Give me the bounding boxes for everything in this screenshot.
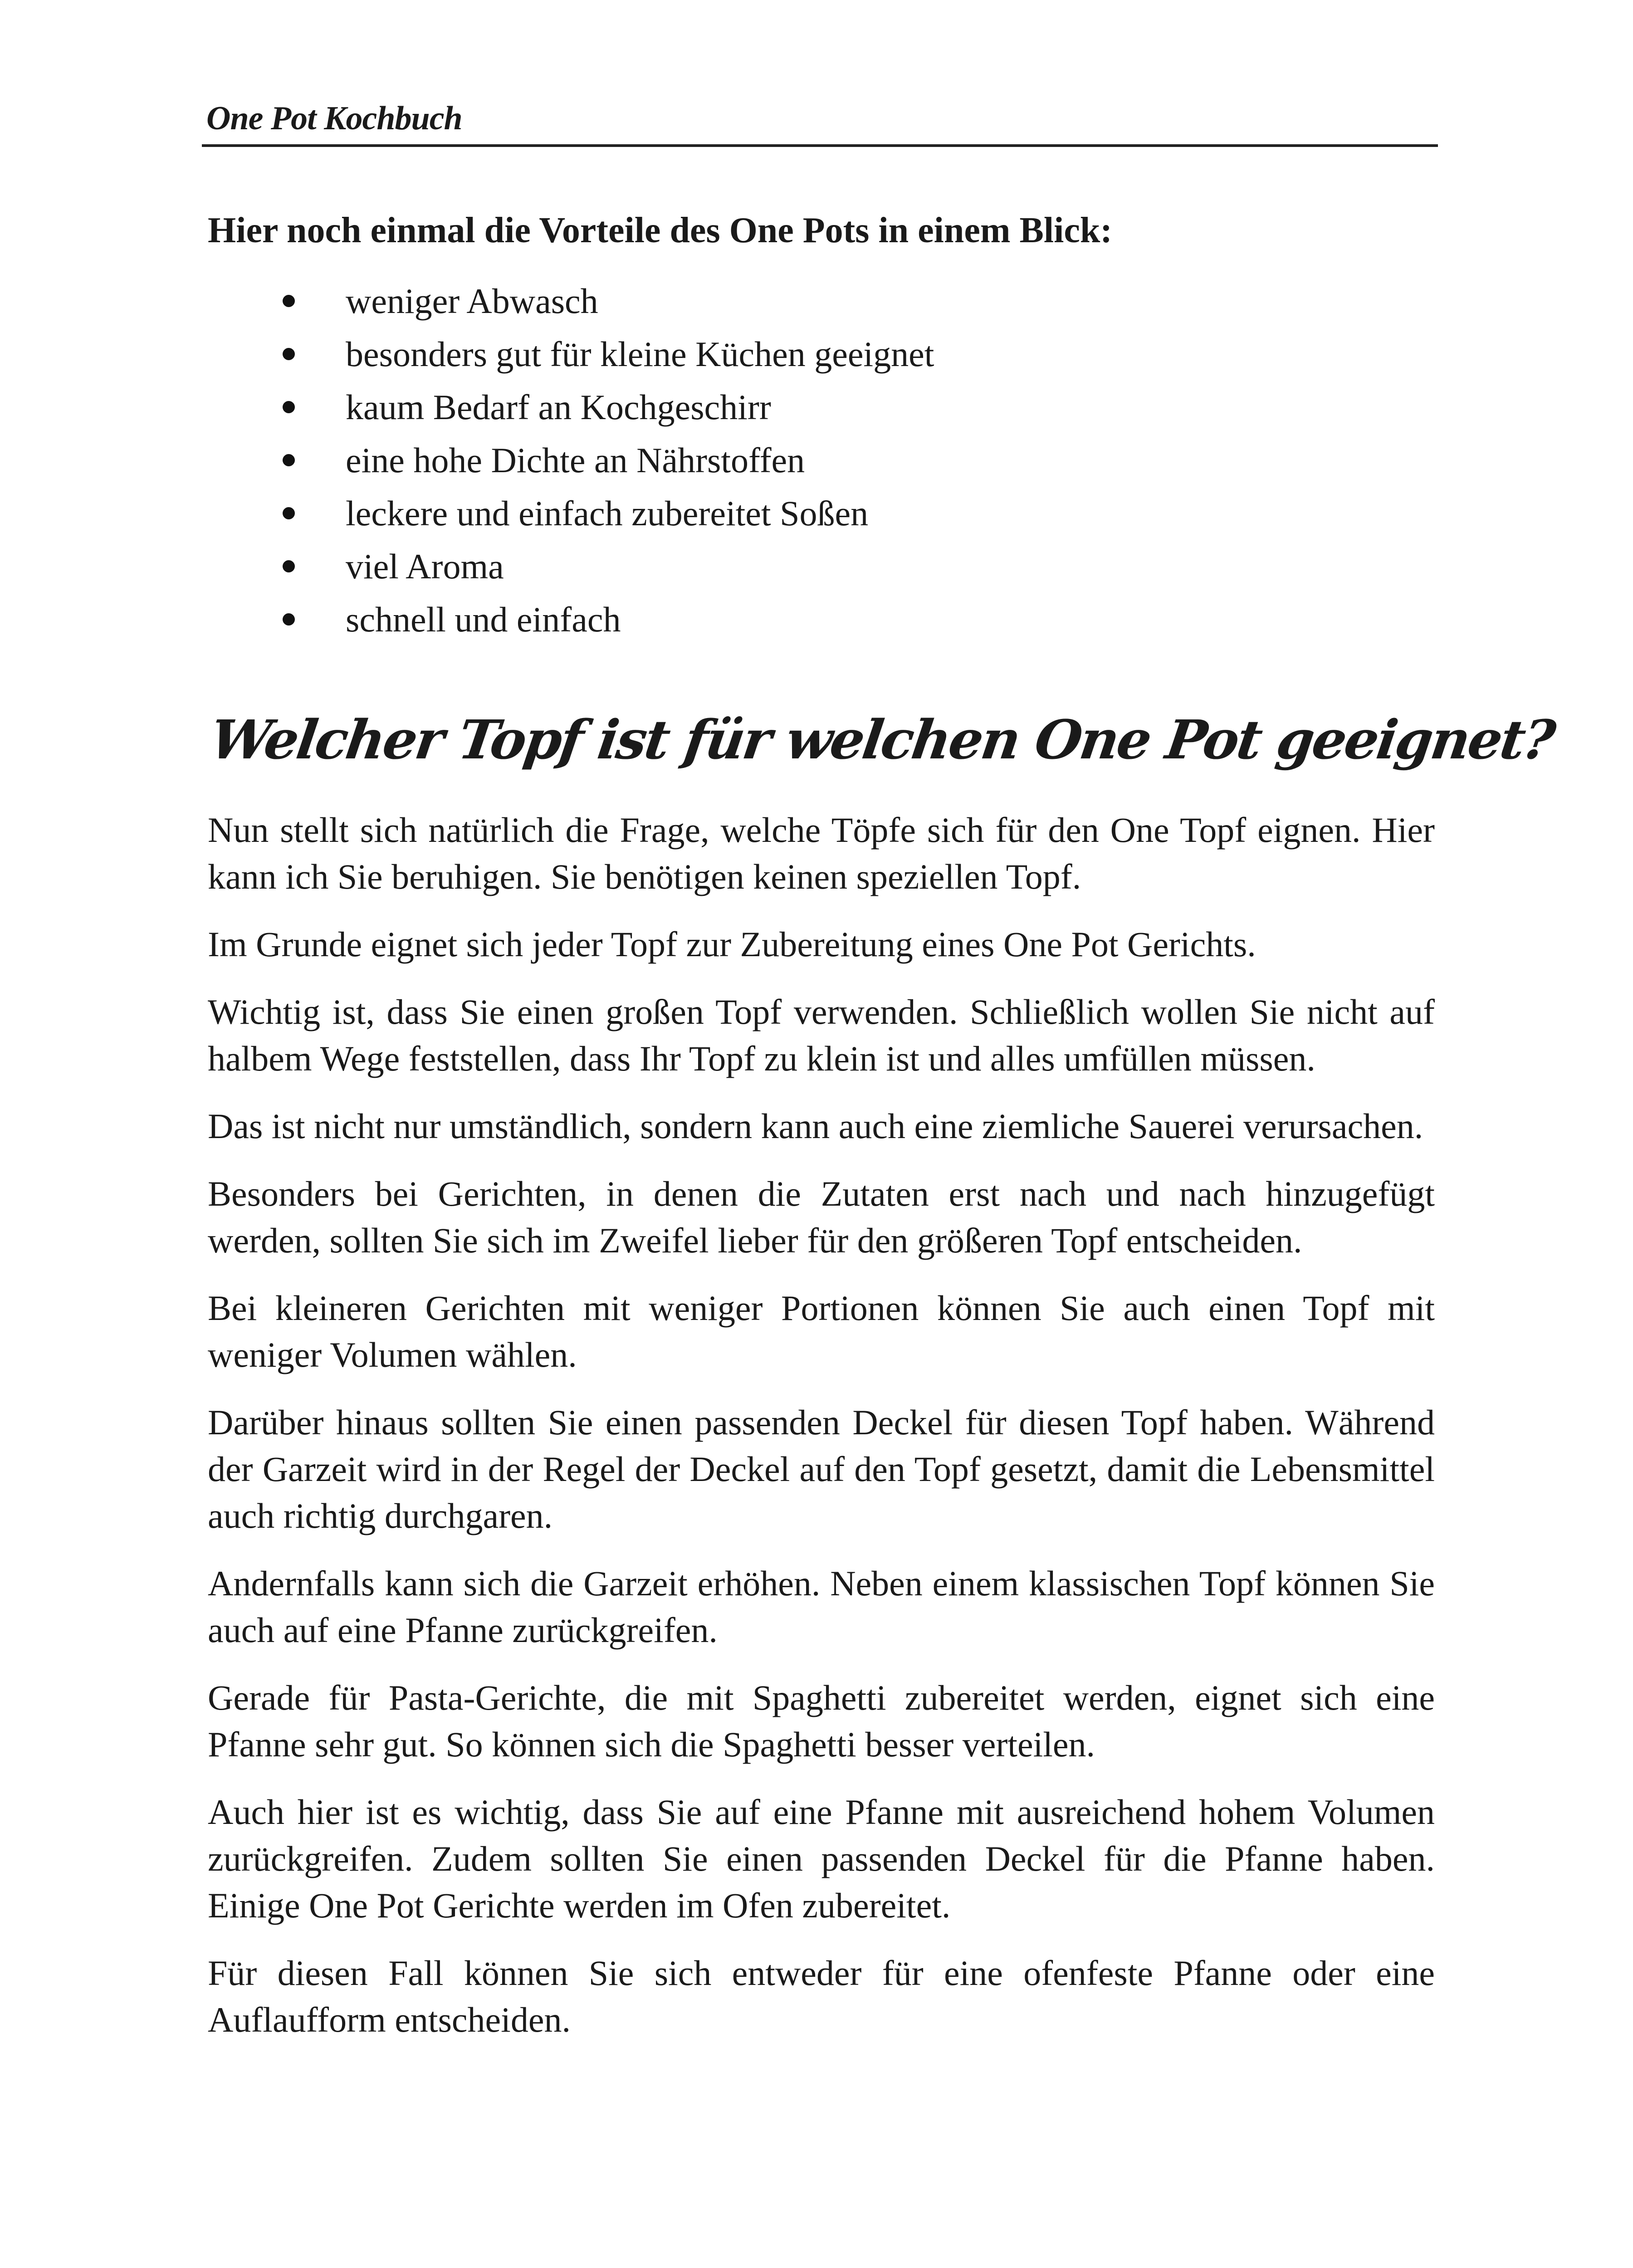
running-header — [202, 93, 1438, 147]
paragraph: Das ist nicht nur umständlich, sondern kann auch eine ziemliche Sauerei verursachen. — [208, 1106, 1423, 1146]
paragraph: Bei kleineren Gerichten mit weniger Portionen können Sie auch einen Topf mit weniger Volumen wählen. — [208, 1288, 1435, 1374]
paragraph: Darüber hinaus sollten Sie einen passenden Deckel für diesen Topf haben. Während der Garzeit wird in der Regel der Deckel auf den Topf gesetzt, damit die Lebensmittel auch richtig durchgaren. — [208, 1403, 1435, 1535]
paragraph: Andernfalls kann sich die Garzeit erhöhen. Neben einem klassischen Topf können Sie auch auf eine Pfanne zurückgreifen. — [208, 1564, 1435, 1650]
paragraph: Besonders bei Gerichten, in denen die Zutaten erst nach und nach hinzugefügt werden, sollten Sie sich im Zweifel lieber für den größeren Topf entscheiden. — [208, 1174, 1435, 1260]
paragraph: Wichtig ist, dass Sie einen großen Topf verwenden. Schließlich wollen Sie nicht auf halbem Wege feststellen, dass Ihr Topf zu klein ist und alles umfüllen müssen. — [208, 992, 1435, 1078]
bullet-icon — [283, 613, 295, 626]
bullet-icon — [283, 348, 295, 360]
list-item: leckere und einfach zubereitet Soßen — [208, 487, 1387, 540]
section-heading: Welcher Topf ist für welchen One Pot geeignet? — [206, 708, 1558, 771]
advantages-list — [208, 274, 1387, 646]
paragraph: Nun stellt sich natürlich die Frage, welche Töpfe sich für den One Topf eignen. Hier kann ich Sie beruhigen. Sie benötigen keinen speziellen Topf. — [208, 810, 1435, 896]
paragraph: Im Grunde eignet sich jeder Topf zur Zubereitung eines One Pot Gerichts. — [208, 924, 1256, 964]
list-item: viel Aroma — [208, 540, 1387, 593]
paragraph: Auch hier ist es wichtig, dass Sie auf eine Pfanne mit ausreichend hohem Volumen zurückgreifen. Zudem sollten Sie einen passenden Deckel für die Pfanne haben. Einige One Pot Gerichte werden im Ofen zubereitet. — [208, 1792, 1435, 1925]
list-item: weniger Abwasch — [208, 274, 1387, 327]
book-title: One Pot Kochbuch — [206, 100, 462, 137]
list-item: besonders gut für kleine Küchen geeignet — [208, 327, 1387, 381]
paragraph: Für diesen Fall können Sie sich entweder für eine ofenfeste Pfanne oder eine Auflaufform entscheiden. — [208, 1953, 1435, 2039]
body-text — [208, 807, 1435, 2064]
bullet-icon — [283, 560, 295, 572]
bullet-icon — [283, 507, 295, 519]
bullet-icon — [283, 401, 295, 413]
list-item: kaum Bedarf an Kochgeschirr — [208, 381, 1387, 434]
list-item: eine hohe Dichte an Nährstoffen — [208, 434, 1387, 487]
paragraph: Gerade für Pasta-Gerichte, die mit Spaghetti zubereitet werden, eignet sich eine Pfanne sehr gut. So können sich die Spaghetti besser verteilen. — [208, 1678, 1435, 1764]
bullet-icon — [283, 454, 295, 466]
bullet-icon — [283, 295, 295, 307]
advantages-heading: Hier noch einmal die Vorteile des One Pots in einem Blick: — [208, 210, 1112, 250]
list-item: schnell und einfach — [208, 593, 1387, 646]
